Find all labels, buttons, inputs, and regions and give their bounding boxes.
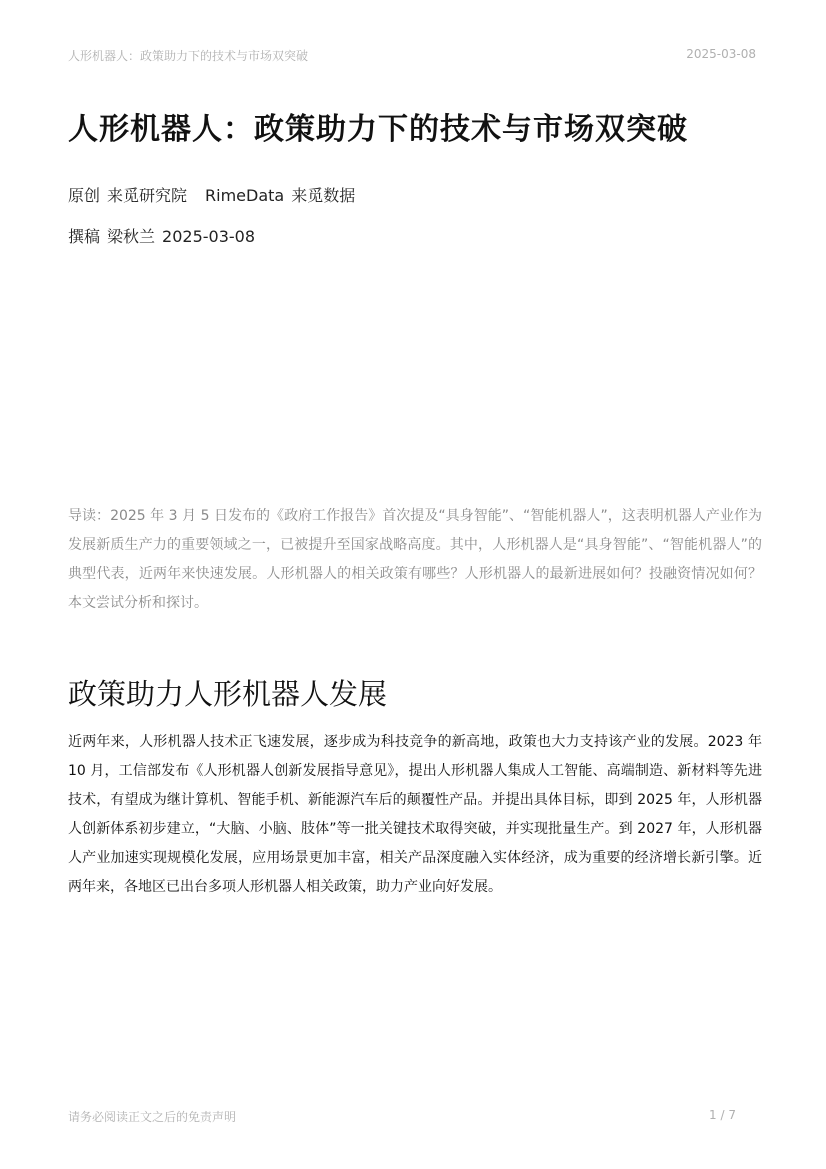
- byline: [68, 183, 355, 206]
- article-title: 人形机器人：政策助力下的技术与市场双突破: [68, 112, 688, 147]
- author-line: [68, 224, 255, 247]
- running-title: 人形机器人：政策助力下的技术与市场双突破: [68, 49, 309, 63]
- page-number: 1 / 7: [709, 1108, 736, 1122]
- source-institute: 来觅研究院: [107, 186, 188, 205]
- lead-paragraph: 导读：2025 年 3 月 5 日发布的《政府工作报告》首次提及“具身智能”、“智能机器人”，这表明机器人产业作为发展新质生产力的重要领域之一，已被提升至国家战略高度。其中，人形机器人是“具身智能”、“智能机器人”的典型代表，近两年来快速发展。人形机器人的相关政策有哪些？人形机器人的最新进展如何？投融资情况如何？本文尝试分析和探讨。: [68, 508, 762, 611]
- article-type: 原创: [68, 186, 101, 205]
- header-date: 2025-03-08: [686, 47, 756, 61]
- disclaimer-note: 请务必阅读正文之后的免责声明: [68, 1110, 237, 1124]
- source-brand: RimeData: [205, 186, 285, 205]
- source-name: 来觅数据: [291, 186, 356, 205]
- author-name: 梁秋兰: [107, 227, 156, 246]
- publish-date: 2025-03-08: [162, 227, 256, 246]
- author-label: 撰稿: [68, 227, 101, 246]
- section-body: 近两年来，人形机器人技术正飞速发展，逐步成为科技竞争的新高地，政策也大力支持该产业的发展。2023 年 10 月，工信部发布《人形机器人创新发展指导意见》，提出人形机器人集成人工智能、高端制造、新材料等先进技术，有望成为继计算机、智能手机、新能源汽车后的颠覆性产品。并提出具体目标，即到 2025 年，人形机器人创新体系初步建立，“大脑、小脑、肢体”等一批关键技术取得突破，并实现批量生产。到 2027 年，人形机器人产业加速实现规模化发展，应用场景更加丰富，相关产品深度融入实体经济，成为重要的经济增长新引擎。近两年来，各地区已出台多项人形机器人相关政策，助力产业向好发展。: [68, 734, 762, 895]
- section-heading: 政策助力人形机器人发展: [68, 677, 388, 711]
